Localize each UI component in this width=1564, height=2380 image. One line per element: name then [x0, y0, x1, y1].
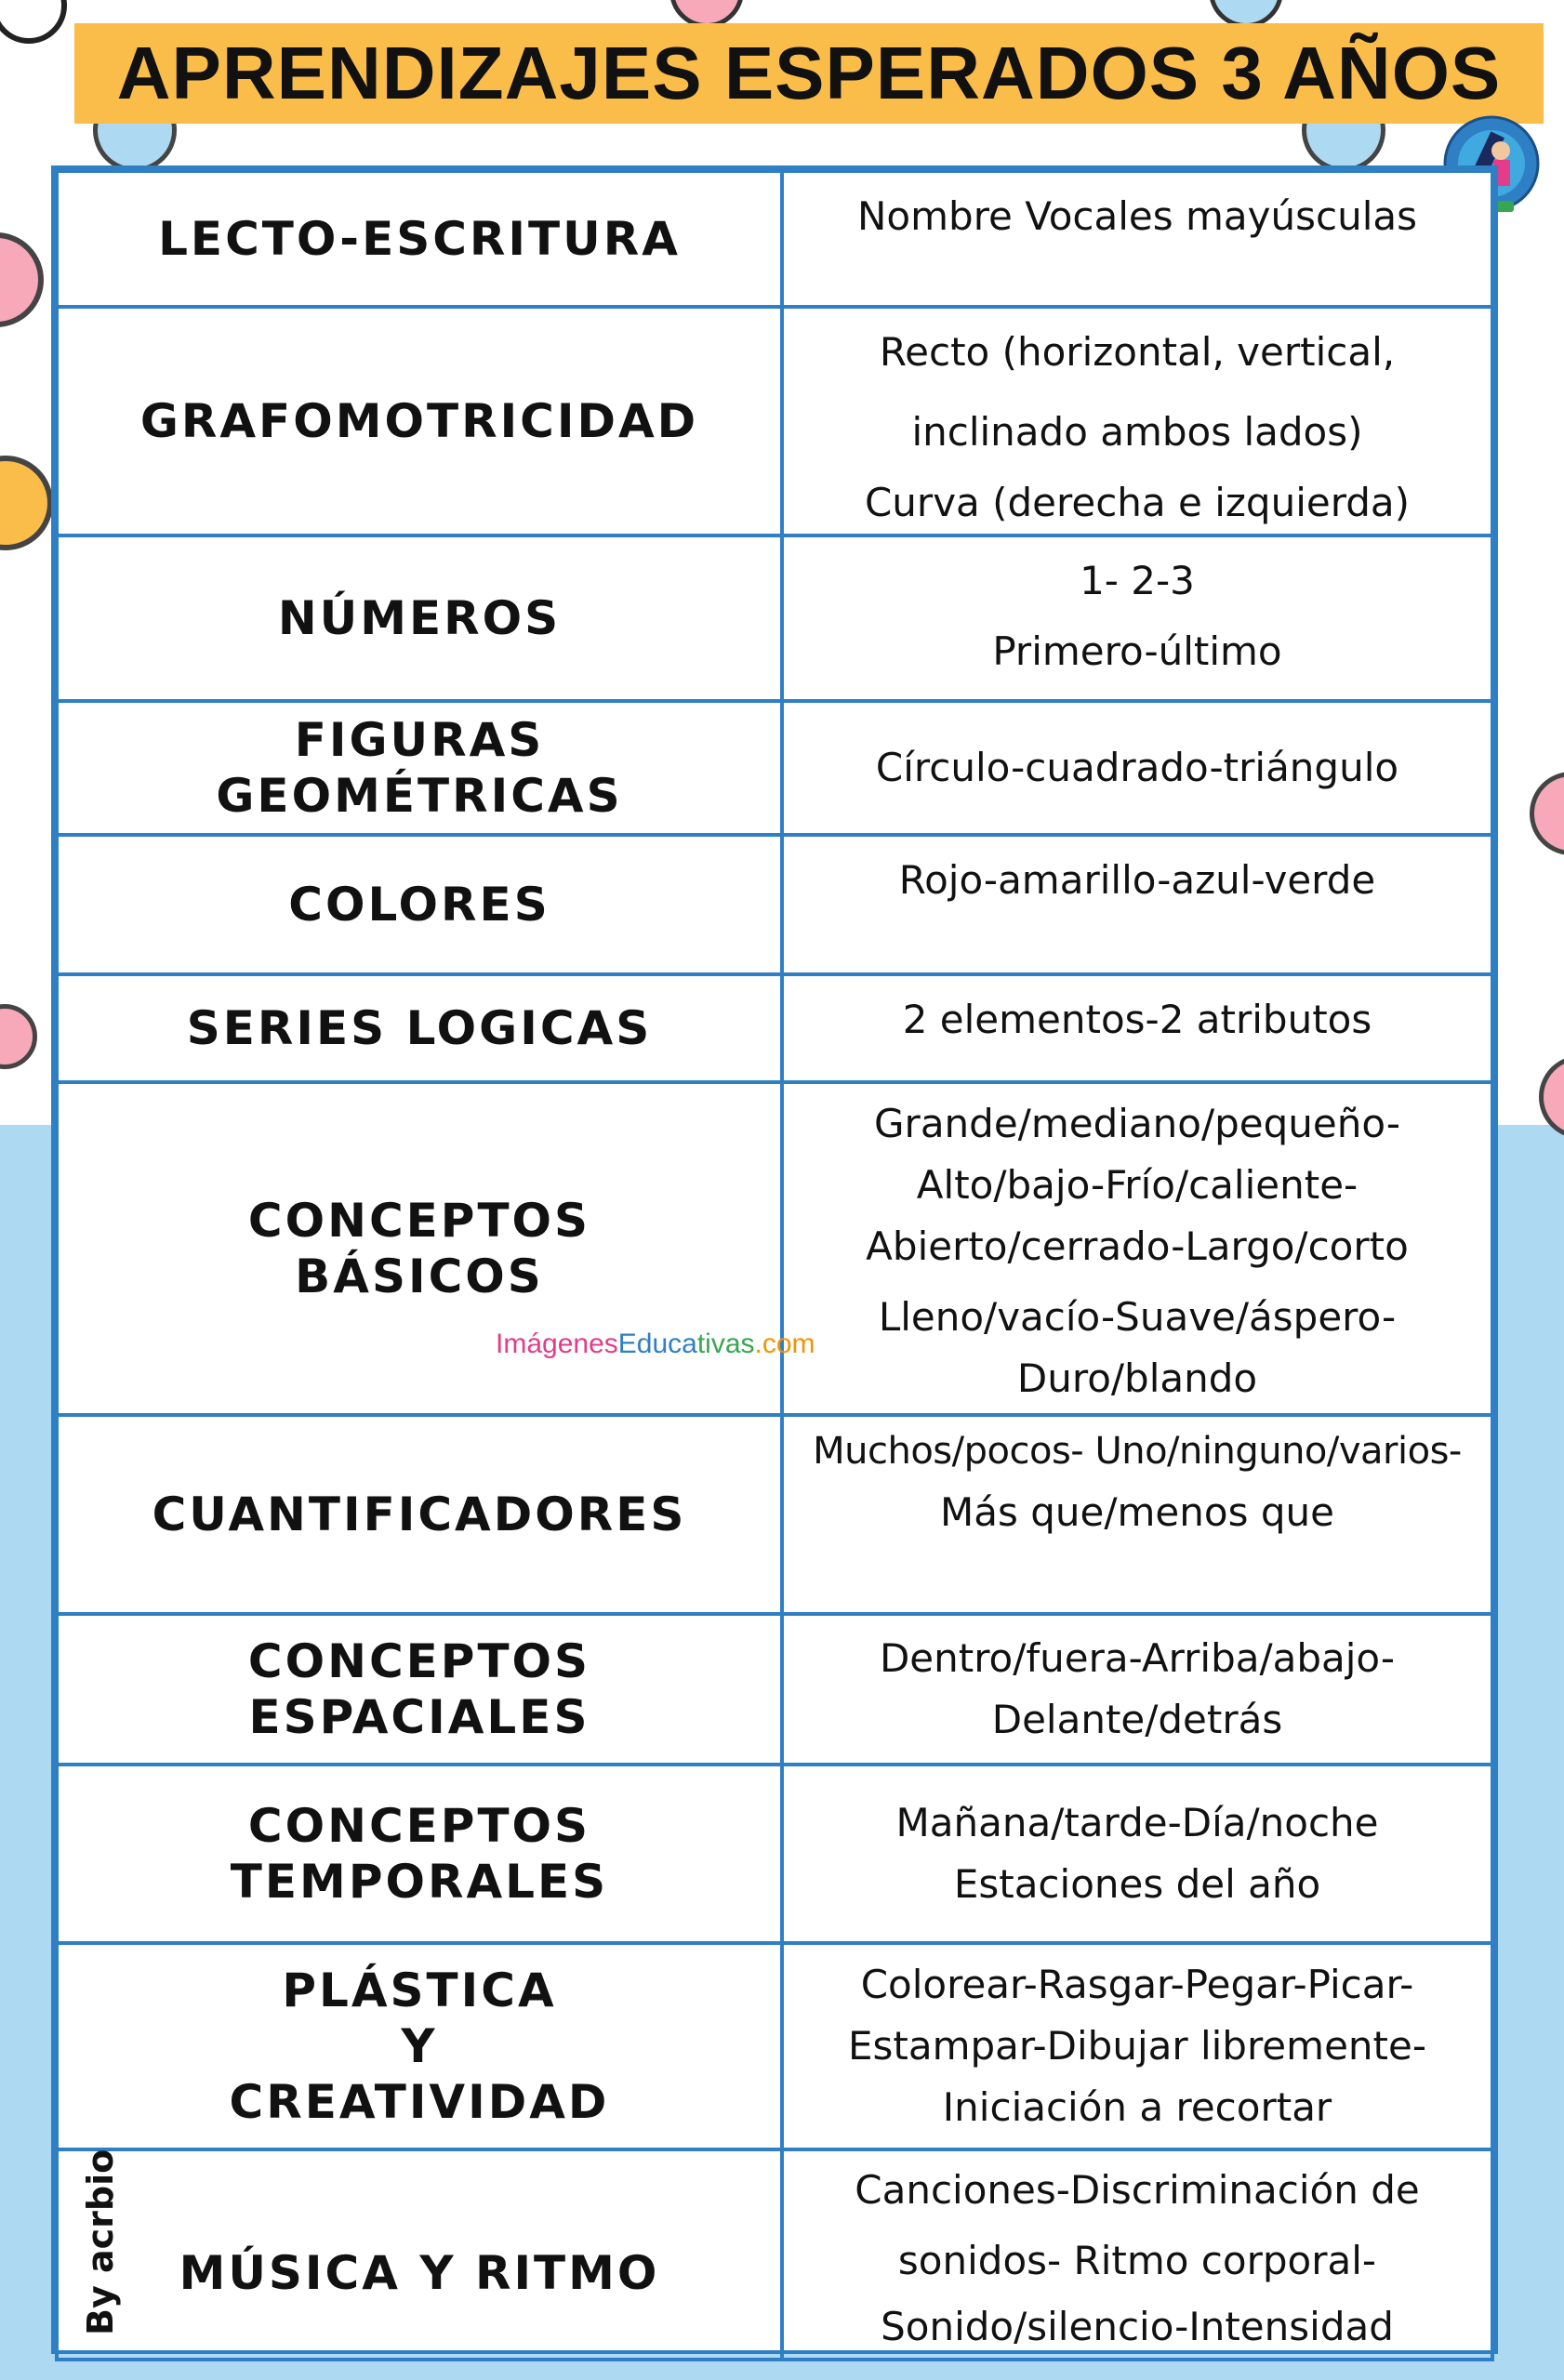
- detail-line: Más que/menos que: [940, 1489, 1334, 1535]
- category-label: BÁSICOS: [295, 1250, 544, 1303]
- category-label: MÚSICA Y RITMO: [179, 2246, 660, 2300]
- detail-line: Muchos/pocos- Uno/ninguno/varios-: [813, 1430, 1462, 1473]
- category-label: CUANTIFICADORES: [152, 1488, 687, 1541]
- category-cell: [57, 974, 782, 1082]
- decorative-dot: [0, 456, 53, 550]
- table-row: [57, 307, 1492, 536]
- detail-line: Nombre Vocales mayúsculas: [857, 193, 1417, 239]
- category-label: CREATIVIDAD: [229, 2075, 610, 2129]
- watermark-part: .com: [754, 1329, 815, 1359]
- table-row: [57, 1082, 1492, 1415]
- category-cell: [57, 171, 782, 307]
- detail-cell: [782, 2149, 1492, 2360]
- author-text: By acrbio: [80, 2149, 121, 2335]
- detail-line: Lleno/vacío-Suave/áspero-: [878, 1294, 1397, 1340]
- detail-cell: [782, 307, 1492, 536]
- learning-objectives-table: [51, 165, 1498, 2354]
- table-row: [57, 1943, 1492, 2149]
- decorative-dot: [0, 1004, 37, 1069]
- decorative-dot: [0, 0, 67, 44]
- table-row: [57, 835, 1492, 974]
- detail-line: Colorear-Rasgar-Pegar-Picar-: [860, 1962, 1414, 2007]
- category-cell: [57, 307, 782, 536]
- category-cell: [57, 835, 782, 974]
- detail-line: Duro/blando: [1016, 1355, 1258, 1401]
- detail-line: Recto (horizontal, vertical,: [879, 329, 1396, 375]
- detail-cell: [782, 835, 1492, 974]
- category-cell: [57, 1943, 782, 2149]
- detail-line: Círculo-cuadrado-triángulo: [875, 745, 1399, 790]
- category-label: Y: [401, 2019, 438, 2073]
- category-label: TEMPORALES: [230, 1855, 609, 1909]
- detail-cell: [782, 1082, 1492, 1415]
- detail-line: Grande/mediano/pequeño-: [874, 1101, 1400, 1146]
- watermark-part: Educa: [617, 1329, 697, 1359]
- table-row: [57, 1614, 1492, 1765]
- category-cell: [57, 701, 782, 835]
- detail-cell: [782, 1614, 1492, 1765]
- detail-line: Mañana/tarde-Día/noche: [895, 1800, 1379, 1845]
- detail-line: Estaciones del año: [953, 1861, 1321, 1907]
- category-label: COLORES: [288, 878, 550, 932]
- detail-line: Iniciación a recortar: [942, 2084, 1332, 2130]
- detail-cell: [782, 701, 1492, 835]
- detail-line: sonidos- Ritmo corporal-: [897, 2238, 1377, 2283]
- detail-line: Sonido/silencio-Intensidad: [881, 2304, 1394, 2349]
- watermark-part: Imágenes: [496, 1329, 618, 1359]
- detail-line: Rojo-amarillo-azul-verde: [898, 857, 1376, 903]
- detail-line: 2 elementos-2 atributos: [902, 997, 1372, 1042]
- category-label: LECTO-ESCRITURA: [158, 212, 681, 266]
- watermark-logo: [496, 1316, 815, 1372]
- table-row: [57, 171, 1492, 307]
- detail-line: Alto/bajo-Frío/caliente-: [916, 1162, 1359, 1208]
- table-row: [57, 536, 1492, 701]
- category-label: CONCEPTOS: [247, 1194, 591, 1248]
- category-label: SERIES LOGICAS: [186, 1001, 653, 1055]
- decorative-dot: [1530, 772, 1564, 855]
- table-row: [57, 701, 1492, 835]
- author-signature: [73, 2149, 128, 2343]
- detail-cell: [782, 974, 1492, 1082]
- category-label: ESPACIALES: [248, 1690, 590, 1744]
- category-cell: [57, 1765, 782, 1943]
- table-row: [57, 2149, 1492, 2360]
- detail-line: Primero-último: [992, 628, 1282, 674]
- category-cell: [57, 536, 782, 701]
- detail-cell: [782, 1415, 1492, 1614]
- detail-line: 1- 2-3: [1080, 558, 1195, 603]
- detail-cell: [782, 1943, 1492, 2149]
- category-cell: [57, 1415, 782, 1614]
- category-label: FIGURAS: [294, 713, 545, 767]
- detail-line: Estampar-Dibujar libremente-: [847, 2023, 1426, 2069]
- category-cell: [57, 2149, 782, 2360]
- detail-line: Delante/detrás: [991, 1697, 1283, 1742]
- category-label: CONCEPTOS: [247, 1799, 591, 1853]
- detail-cell: [782, 1765, 1492, 1943]
- category-label: CONCEPTOS: [247, 1634, 591, 1688]
- detail-line: inclinado ambos lados): [911, 409, 1363, 455]
- category-label: PLÁSTICA: [282, 1964, 557, 2017]
- detail-line: Abierto/cerrado-Largo/corto: [866, 1223, 1409, 1269]
- category-cell: [57, 1082, 815, 1415]
- detail-cell: [782, 536, 1492, 701]
- category-label: NÚMEROS: [277, 591, 562, 645]
- detail-line: Curva (derecha e izquierda): [864, 480, 1411, 525]
- watermark-part: tivas: [696, 1329, 755, 1359]
- page-title: APRENDIZAJES ESPERADOS 3 AÑOS: [116, 32, 1502, 114]
- title-banner: [74, 23, 1544, 124]
- decorative-dot: [0, 232, 44, 327]
- detail-line: Dentro/fuera-Arriba/abajo-: [879, 1635, 1396, 1681]
- table-row: [57, 974, 1492, 1082]
- table-row: [57, 1415, 1492, 1614]
- detail-cell: [782, 171, 1492, 307]
- category-label: GEOMÉTRICAS: [216, 769, 623, 823]
- detail-line: Canciones-Discriminación de: [855, 2167, 1420, 2213]
- category-cell: [57, 1614, 782, 1765]
- category-label: GRAFOMOTRICIDAD: [139, 394, 699, 448]
- table-row: [57, 1765, 1492, 1943]
